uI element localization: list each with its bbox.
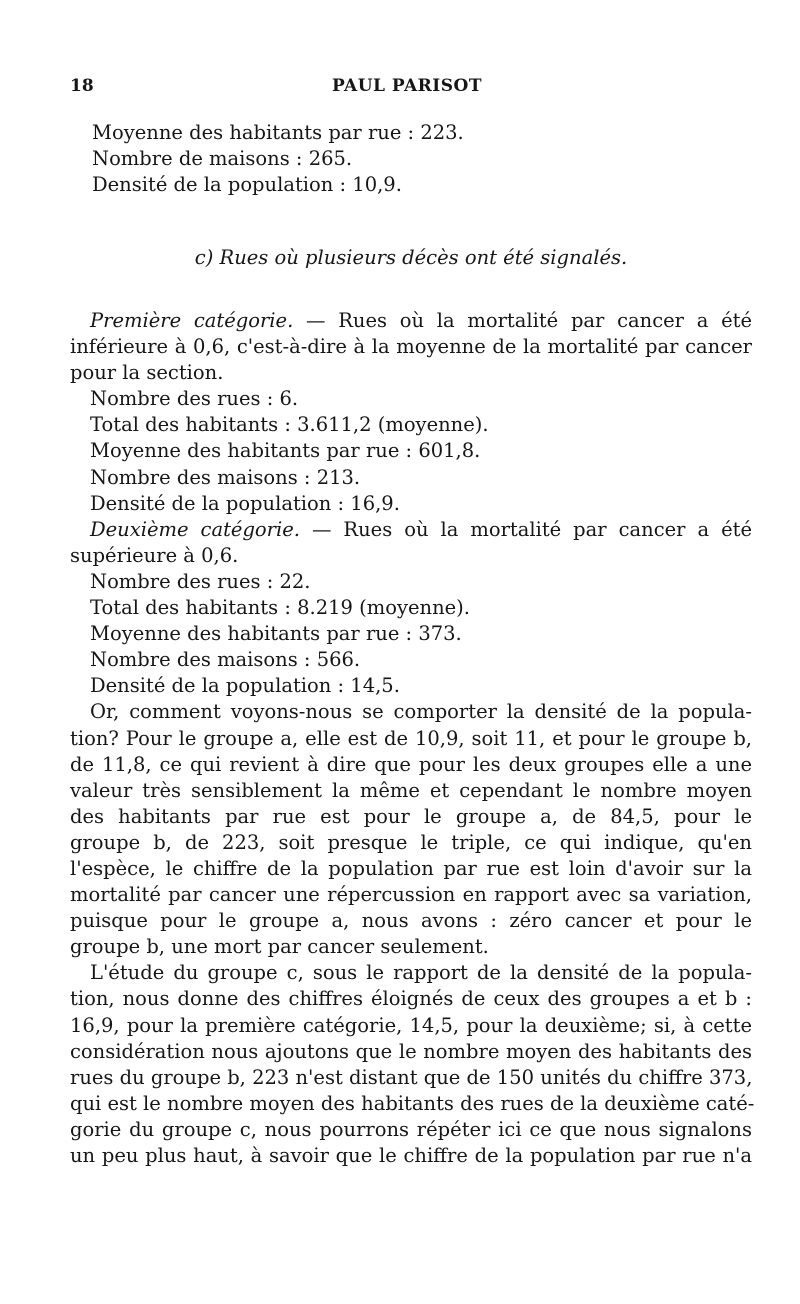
paragraph-line: rues du groupe b, 223 n'est distant que de 150 unités du chiffre 373, xyxy=(70,1065,753,1089)
paragraph-line: un peu plus haut, à savoir que le chiffre de la population par rue n'a xyxy=(70,1144,752,1167)
paragraph-line: Or, comment voyons-nous se comporter la densité de la popula- xyxy=(90,700,752,724)
paragraph-line: groupe b, de 223, soit presque le triple, ce qui indique, qu'en xyxy=(70,830,752,854)
body-line: inférieure à 0,6, c'est-à-dire à la moyenne de la mortalité par cancer xyxy=(70,335,752,359)
body-text xyxy=(70,308,755,1169)
paragraph-line: puisque pour le groupe a, nous avons : zéro cancer et pour le xyxy=(70,909,752,933)
paragraph-line: l'espèce, le chiffre de la population par rue est loin d'avoir sur la xyxy=(70,856,752,880)
section-c-heading-block xyxy=(70,245,752,271)
first-category-intro: Première catégorie. — Rues où la mortalité par cancer a été xyxy=(90,309,752,332)
stat-line: Nombre des rues : 6. xyxy=(90,387,299,411)
paragraph-line: valeur très sensiblement la même et cependant le nombre moyen xyxy=(70,778,752,802)
paragraph-line: mortalité par cancer une répercussion en rapport avec sa variation, xyxy=(70,883,752,907)
stat-line: Moyenne des habitants par rue : 373. xyxy=(90,622,462,646)
page-header xyxy=(70,76,760,100)
stat-line: Nombre des maisons : 213. xyxy=(90,465,361,489)
stat-line: Nombre des maisons : 566. xyxy=(90,648,361,672)
paragraph-line: tion, nous donne des chiffres éloignés de ceux des groupes a et b : xyxy=(70,987,752,1011)
paragraph-line: 16,9, pour la première catégorie, 14,5, pour la deuxième; si, à cette xyxy=(70,1013,752,1037)
section-c-heading: c) Rues où plusieurs décès ont été signalés. xyxy=(194,246,628,269)
summary-line: Densité de la population : 10,9. xyxy=(92,173,402,197)
paragraph-line: gorie du groupe c, nous pourrons répéter ici ce que nous signalons xyxy=(70,1117,752,1141)
paragraph-line: des habitants par rue est pour le groupe a, de 84,5, pour le xyxy=(70,804,752,828)
second-category-intro: Deuxième catégorie. — Rues où la mortalité par cancer a été xyxy=(90,517,752,541)
page-number: 18 xyxy=(70,76,94,96)
paragraph-line: tion? Pour le groupe a, elle est de 10,9, soit 11, et pour le groupe b, xyxy=(70,726,752,750)
first-category-label: Première catégorie. xyxy=(90,309,294,332)
paragraph-line: considération nous ajoutons que le nombre moyen des habitants des xyxy=(70,1039,752,1063)
summary-line: Moyenne des habitants par rue : 223. xyxy=(92,121,464,144)
paragraph-line: qui est le nombre moyen des habitants des rues de la deuxième caté- xyxy=(70,1091,755,1115)
paragraph-line: L'étude du groupe c, sous le rapport de la densité de la popula- xyxy=(90,961,752,985)
body-line: supérieure à 0,6. xyxy=(70,543,239,567)
stat-line: Total des habitants : 3.611,2 (moyenne). xyxy=(90,413,489,437)
summary-line: Nombre de maisons : 265. xyxy=(92,147,353,171)
stat-line: Total des habitants : 8.219 (moyenne). xyxy=(90,596,470,620)
running-title: PAUL PARISOT xyxy=(332,76,482,96)
stat-line: Densité de la population : 16,9. xyxy=(90,491,400,515)
stat-line: Densité de la population : 14,5. xyxy=(90,674,400,698)
second-category-label: Deuxième catégorie. xyxy=(90,517,300,541)
body-line: pour la section. xyxy=(70,361,224,385)
group-b-summary xyxy=(70,120,752,198)
stat-line: Moyenne des habitants par rue : 601,8. xyxy=(90,439,481,463)
paragraph-line: groupe b, une mort par cancer seulement. xyxy=(70,935,489,959)
paragraph-line: de 11,8, ce qui revient à dire que pour les deux groupes elle a une xyxy=(70,752,752,776)
stat-line: Nombre des rues : 22. xyxy=(90,569,311,593)
